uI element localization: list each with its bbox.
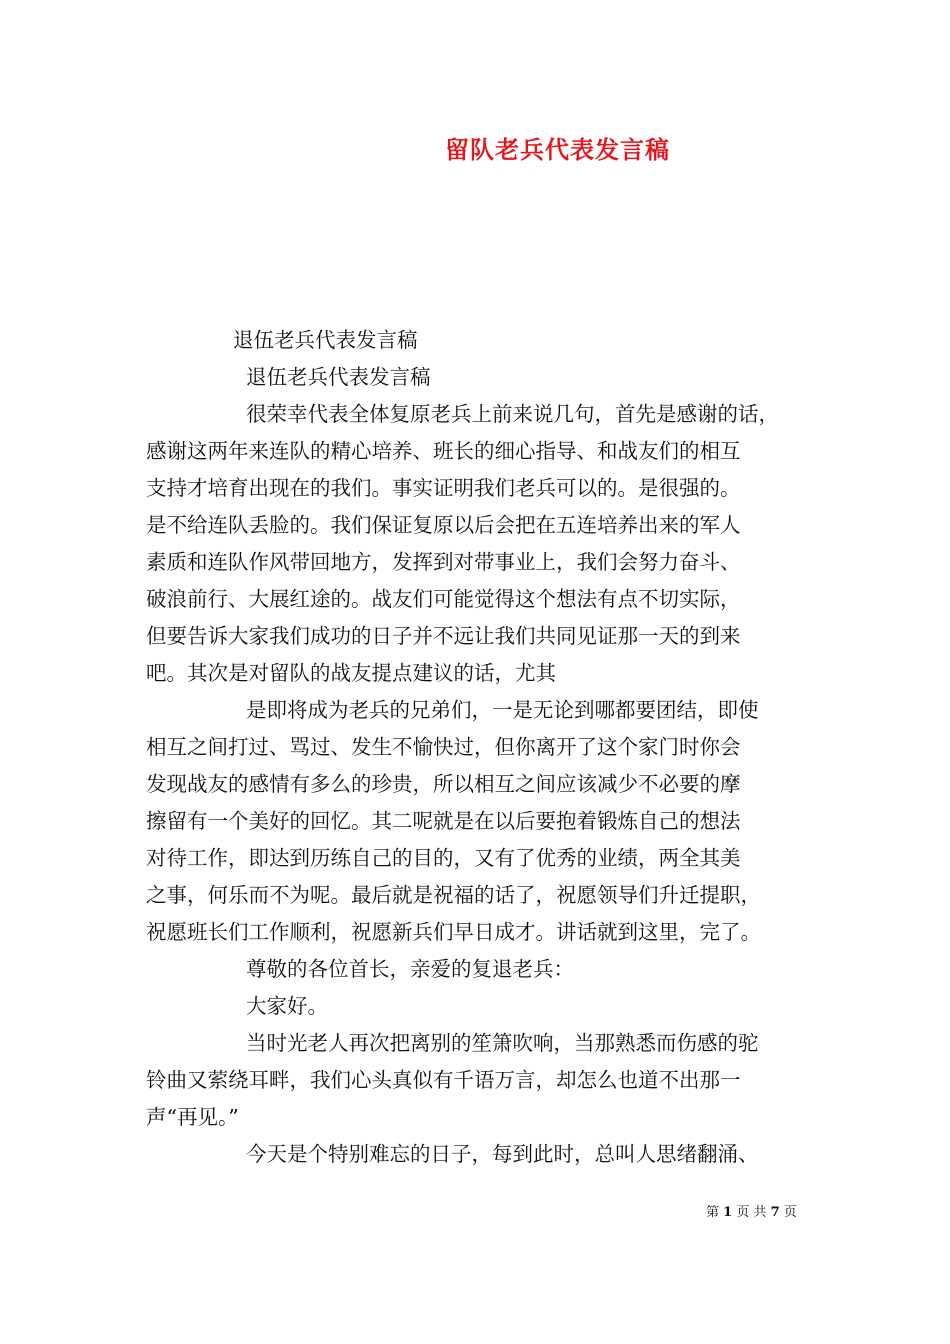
text-line: 吧。其次是对留队的战友提点建议的话，尤其	[146, 661, 556, 685]
current-page-number: 1	[723, 1205, 733, 1220]
total-page-count: 7	[770, 1205, 780, 1220]
document-title: 留队老兵代表发言稿	[445, 135, 670, 164]
footer-prefix: 第	[706, 1205, 720, 1220]
text-line: 但要告诉大家我们成功的日子并不远让我们共同见证那一天的到来	[146, 624, 741, 648]
text-line: 退伍老兵代表发言稿	[246, 365, 431, 389]
text-line: 是不给连队丢脸的。我们保证复原以后会把在五连培养出来的军人	[146, 513, 741, 537]
text-line: 尊敬的各位首长，亲爱的复退老兵：	[246, 957, 574, 981]
text-line: 是即将成为老兵的兄弟们，一是无论到哪都要团结，即使	[246, 698, 759, 722]
text-line: 铃曲又萦绕耳畔，我们心头真似有千语万言，却怎么也道不出那一	[146, 1068, 741, 1092]
footer-suffix: 页	[783, 1205, 797, 1220]
text-line: 破浪前行、大展红途的。战友们可能觉得这个想法有点不切实际，	[146, 587, 741, 611]
text-line: 退伍老兵代表发言稿	[233, 328, 418, 352]
text-line: 擦留有一个美好的回忆。其二呢就是在以后要抱着锻炼自己的想法	[146, 809, 741, 833]
text-line: 发现战友的感情有多么的珍贵，所以相互之间应该减少不必要的摩	[146, 772, 741, 796]
text-line: 当时光老人再次把离别的笙箫吹响，当那熟悉而伤感的驼	[246, 1031, 759, 1055]
page-footer	[706, 1203, 797, 1223]
text-line: 对待工作，即达到历练自己的目的，又有了优秀的业绩，两全其美	[146, 846, 741, 870]
text-line: 声“再见。”	[146, 1105, 239, 1129]
text-line: 大家好。	[246, 994, 328, 1018]
text-line: 相互之间打过、骂过、发生不愉快过，但你离开了这个家门时你会	[146, 735, 741, 759]
footer-middle: 页 共	[736, 1205, 767, 1220]
text-line: 之事，何乐而不为呢。最后就是祝福的话了，祝愿领导们升迁提职，	[146, 883, 761, 907]
text-line: 感谢这两年来连队的精心培养、班长的细心指导、和战友们的相互	[146, 439, 741, 463]
text-line: 很荣幸代表全体复原老兵上前来说几句，首先是感谢的话，	[246, 402, 779, 426]
text-line: 今天是个特别难忘的日子，每到此时，总叫人思绪翻涌、	[246, 1142, 759, 1166]
text-line: 祝愿班长们工作顺利，祝愿新兵们早日成才。讲话就到这里，完了。	[146, 920, 761, 944]
text-line: 支持才培育出现在的我们。事实证明我们老兵可以的。是很强的。	[146, 476, 741, 500]
text-line: 素质和连队作风带回地方，发挥到对带事业上，我们会努力奋斗、	[146, 550, 741, 574]
